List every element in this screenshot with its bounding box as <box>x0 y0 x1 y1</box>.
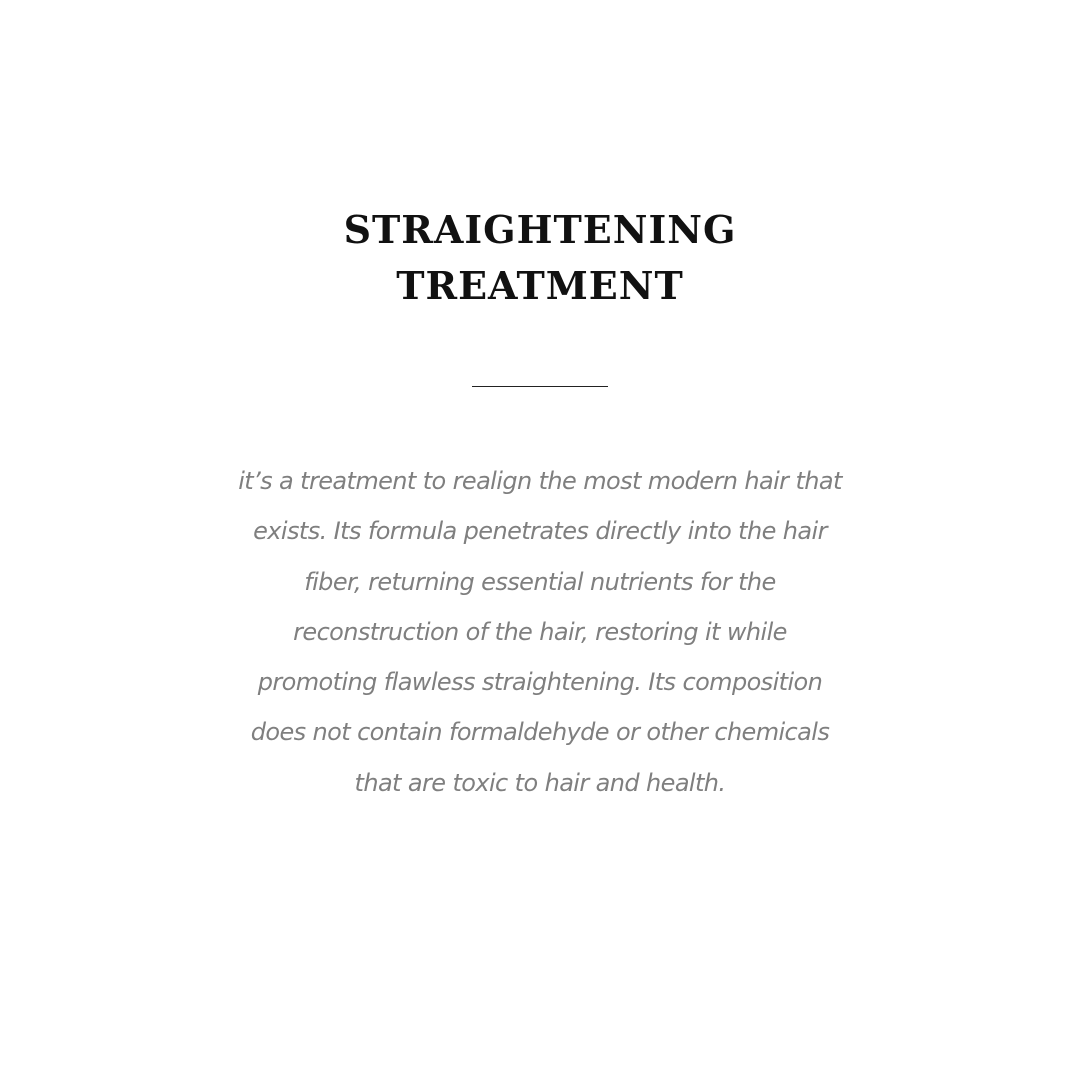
description-line: exists. Its formula penetrates directly into the hair <box>253 517 827 546</box>
divider <box>472 386 608 387</box>
page-title <box>0 202 1080 314</box>
description-line: that are toxic to hair and health. <box>354 768 726 797</box>
title-line: TREATMENT <box>396 263 684 308</box>
description-line: fiber, returning essential nutrients for the <box>304 567 776 596</box>
description-line: it’s a treatment to realign the most modern hair that <box>238 467 842 495</box>
description-line: does not contain formaldehyde or other chemicals <box>250 718 830 747</box>
description-text <box>200 456 880 808</box>
title-line: STRAIGHTENING <box>343 207 737 252</box>
description-line: promoting flawless straightening. Its composition <box>257 668 823 697</box>
description-line: reconstruction of the hair, restoring it while <box>293 617 787 646</box>
